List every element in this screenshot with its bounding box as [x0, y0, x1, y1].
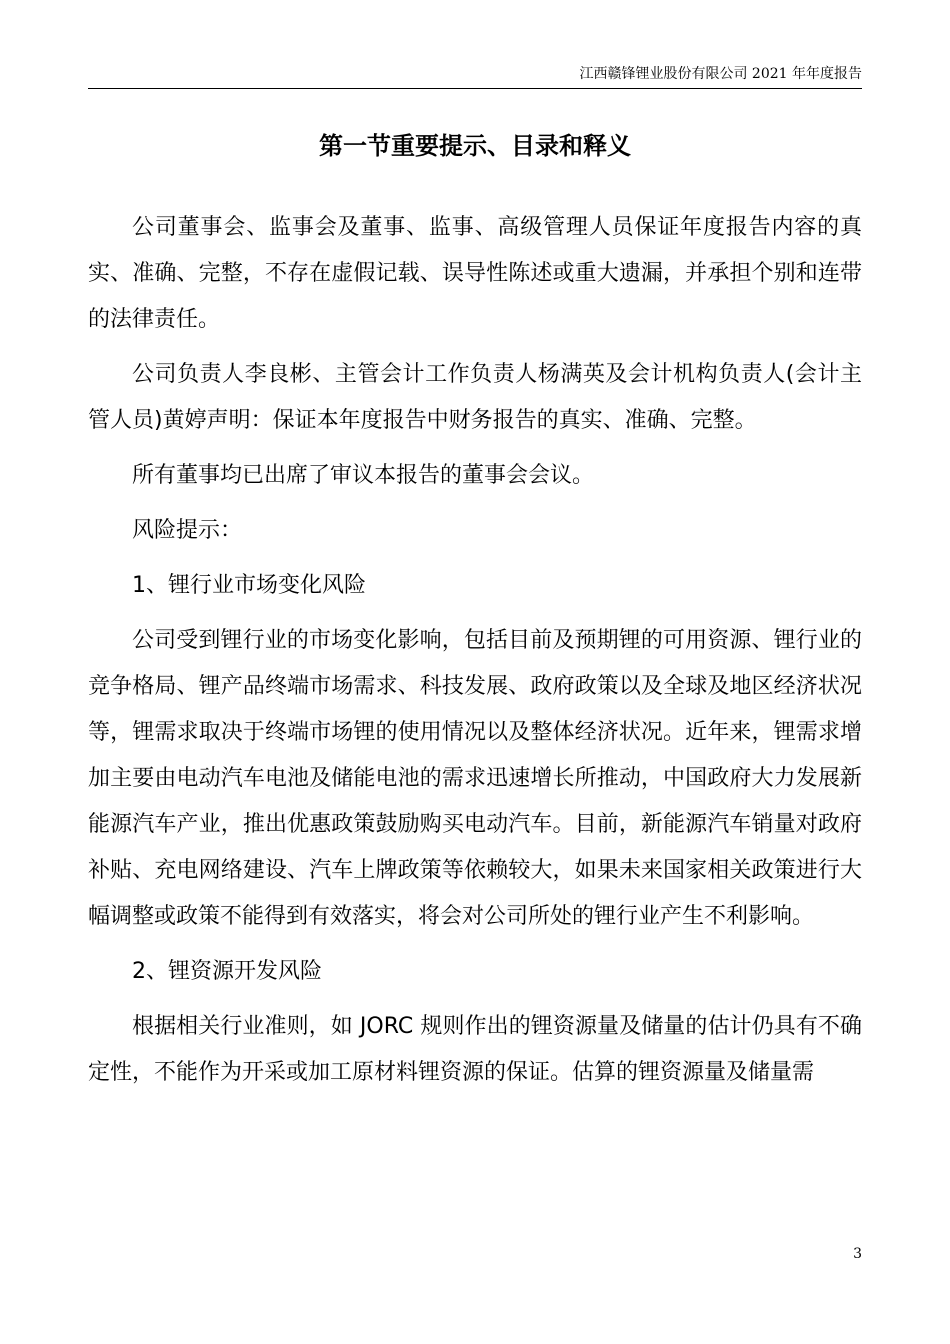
section-title: 第一节重要提示、目录和释义 [319, 132, 631, 160]
paragraph-risk-label: 风险提示： [132, 518, 243, 543]
paragraph-resource-risk: 根据相关行业准则，如 JORC 规则作出的锂资源量及储量的估计仍具有不确定性，不能作为开采或加工原材料锂资源的保证。估算的锂资源量及储量需 [88, 1014, 862, 1085]
risk-heading-2: 2、锂资源开发风险 [132, 959, 322, 984]
page-number: 3 [853, 1246, 862, 1262]
risk-heading-1: 1、锂行业市场变化风险 [132, 573, 366, 598]
paragraph-responsibility: 公司董事会、监事会及董事、监事、高级管理人员保证年度报告内容的真实、准确、完整，不存在虚假记载、误导性陈述或重大遗漏，并承担个别和连带的法律责任。 [88, 215, 862, 332]
header-report-title: 江西赣锋锂业股份有限公司 2021 年年度报告 [579, 66, 862, 82]
paragraph-market-risk: 公司受到锂行业的市场变化影响，包括目前及预期锂的可用资源、锂行业的竞争格局、锂产品终端市场需求、科技发展、政府政策以及全球及地区经济状况等，锂需求取决于终端市场锂的使用情况以及整体经济状况。近年来，锂需求增加主要由电动汽车电池及储能电池的需求迅速增长所推动，中国政府大力发展新能源汽车产业，推出优惠政策鼓励购买电动汽车。目前，新能源汽车销量对政府补贴、充电网络建设、汽车上牌政策等依赖较大，如果未来国家相关政策进行大幅调整或政策不能得到有效落实，将会对公司所处的锂行业产生不利影响。 [88, 628, 862, 929]
paragraph-board-attendance: 所有董事均已出席了审议本报告的董事会会议。 [132, 463, 595, 488]
paragraph-declaration: 公司负责人李良彬、主管会计工作负责人杨满英及会计机构负责人(会计主管人员)黄婷声明：保证本年度报告中财务报告的真实、准确、完整。 [88, 362, 862, 433]
page-header [88, 64, 862, 89]
document-body [88, 205, 862, 1105]
